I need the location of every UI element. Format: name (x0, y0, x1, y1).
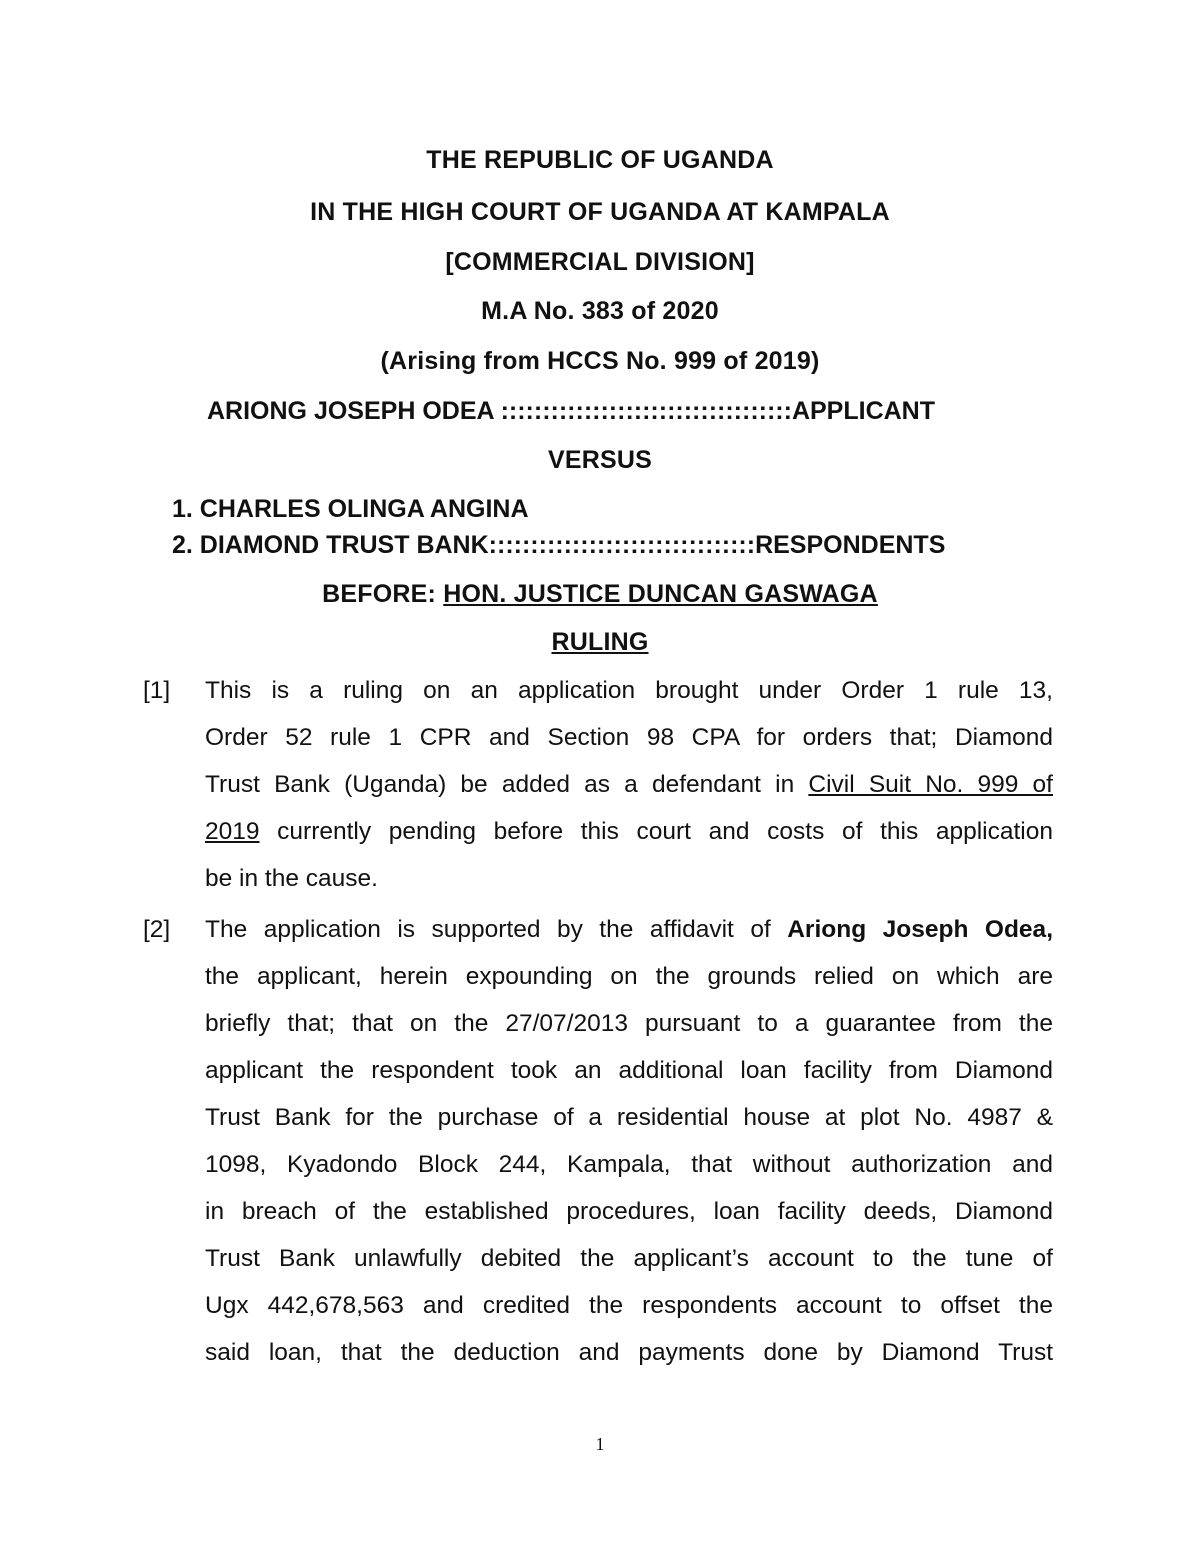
applicant-line: ARIONG JOSEPH ODEA :::::::::::::::::::::::::::::::::::APPLICANT (207, 397, 936, 425)
paragraph-line: Ugx 442,678,563 and credited the respondents account to offset the (205, 1292, 1053, 1319)
paragraph-line: The application is supported by the affidavit of Ariong Joseph Odea, (205, 916, 1053, 943)
respondent-1-line: 1. CHARLES OLINGA ANGINA (172, 495, 529, 523)
applicant-name: Ariong Joseph Odea (787, 916, 1047, 943)
paragraph-line: Trust Bank (Uganda) be added as a defendant in Civil Suit No. 999 of (205, 771, 1053, 798)
paragraph-number: [2] (143, 916, 171, 943)
paragraph-line: the applicant, herein expounding on the grounds relied on which are (205, 963, 1053, 990)
paragraph-line: applicant the respondent took an additional loan facility from Diamond (205, 1057, 1053, 1084)
judge-name: HON. JUSTICE DUNCAN GASWAGA (443, 580, 878, 608)
paragraph-number: [1] (143, 677, 171, 704)
before-label: BEFORE: (322, 580, 444, 608)
paragraph-line: Trust Bank for the purchase of a residential house at plot No. 4987 & (205, 1104, 1053, 1131)
respondent-2-line: 2. DIAMOND TRUST BANK::::::::::::::::::::::::::::::::RESPONDENTS (172, 531, 946, 559)
before-line (0, 580, 1200, 609)
paragraph-line: in breach of the established procedures, loan facility deeds, Diamond (205, 1198, 1053, 1225)
paragraph-line: be in the cause. (205, 865, 378, 892)
paragraph-line: briefly that; that on the 27/07/2013 pursuant to a guarantee from the (205, 1010, 1053, 1037)
republic-heading: THE REPUBLIC OF UGANDA (426, 146, 774, 174)
paragraph-line: This is a ruling on an application brought under Order 1 rule 13, (205, 677, 1053, 704)
arising-from: (Arising from HCCS No. 999 of 2019) (380, 347, 820, 375)
paragraph-line: said loan, that the deduction and payments done by Diamond Trust (205, 1339, 1053, 1366)
versus-heading: VERSUS (547, 446, 652, 474)
paragraph-line: Order 52 rule 1 CPR and Section 98 CPA for orders that; Diamond (205, 724, 1053, 751)
division-heading: [COMMERCIAL DIVISION] (445, 248, 755, 276)
paragraph-line: 1098, Kyadondo Block 244, Kampala, that without authorization and (205, 1151, 1053, 1178)
civil-suit-reference: Civil Suit No. 999 of (808, 771, 1053, 798)
page-number: 1 (595, 1434, 605, 1454)
ruling-heading: RULING (551, 628, 649, 656)
paragraph-line: Trust Bank unlawfully debited the applicant’s account to the tune of (205, 1245, 1053, 1272)
case-number: M.A No. 383 of 2020 (481, 297, 719, 325)
civil-suit-year: 2019 (205, 818, 260, 845)
paragraph-line: 2019 currently pending before this court and costs of this application (205, 818, 1053, 845)
court-heading: IN THE HIGH COURT OF UGANDA AT KAMPALA (310, 198, 890, 226)
